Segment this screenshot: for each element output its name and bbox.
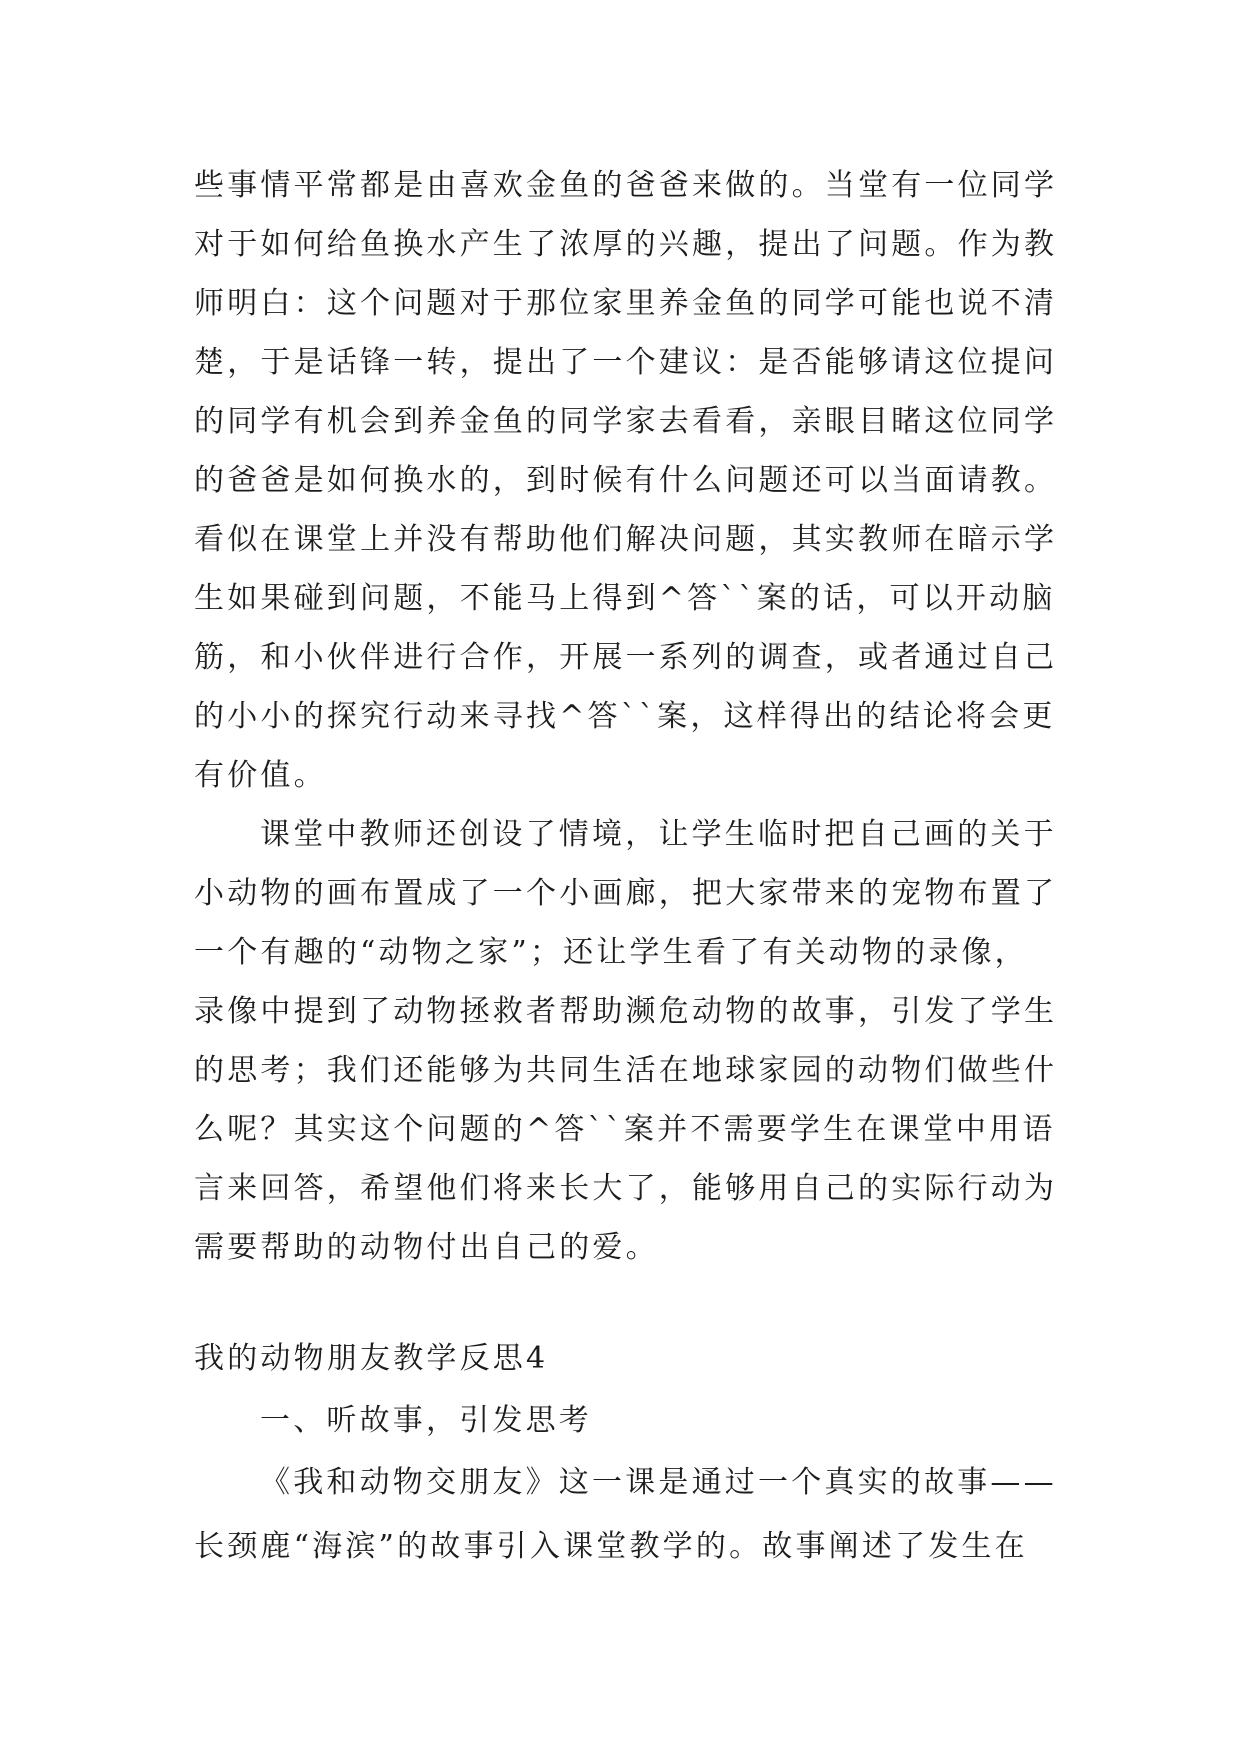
body-line: 看似在课堂上并没有帮助他们解决问题，其实教师在暗示学 (194, 522, 1058, 557)
body-line: 课堂中教师还创设了情境，让学生临时把自己画的关于 (260, 817, 1057, 852)
section-title: 我的动物朋友教学反思4 (194, 1341, 549, 1376)
body-line: 的小小的探究行动来寻找^答``案，这样得出的结论将会更 (194, 699, 1056, 734)
body-line: 需要帮助的动物付出自己的爱。 (194, 1230, 659, 1265)
body-line: 一个有趣的“动物之家”；还让学生看了有关动物的录像， (194, 935, 1028, 970)
body-line: 言来回答，希望他们将来长大了，能够用自己的实际行动为 (194, 1171, 1058, 1206)
body-line: 的思考；我们还能够为共同生活在地球家园的动物们做些什 (194, 1053, 1058, 1088)
body-line: 有价值。 (194, 758, 327, 793)
body-line: 筋，和小伙伴进行合作，开展一系列的调查，或者通过自己 (194, 640, 1058, 675)
body-line: 么呢？其实这个问题的^答``案并不需要学生在课堂中用语 (194, 1112, 1056, 1147)
body-line: 长颈鹿“海滨”的故事引入课堂教学的。故事阐述了发生在 (194, 1529, 1028, 1564)
body-line: 小动物的画布置成了一个小画廊，把大家带来的宠物布置了 (194, 876, 1058, 911)
body-line: 师明白：这个问题对于那位家里养金鱼的同学可能也说不清 (194, 286, 1058, 321)
section-subheading: 一、听故事，引发思考 (260, 1403, 592, 1438)
body-line: 些事情平常都是由喜欢金鱼的爸爸来做的。当堂有一位同学 (194, 168, 1058, 203)
body-line: 《我和动物交朋友》这一课是通过一个真实的故事—— (260, 1465, 1057, 1500)
body-line: 录像中提到了动物拯救者帮助濒危动物的故事，引发了学生 (194, 994, 1058, 1029)
body-line: 生如果碰到问题，不能马上得到^答``案的话，可以开动脑 (194, 581, 1056, 616)
body-line: 的爸爸是如何换水的，到时候有什么问题还可以当面请教。 (194, 463, 1058, 498)
body-line: 对于如何给鱼换水产生了浓厚的兴趣，提出了问题。作为教 (194, 227, 1058, 262)
body-line: 的同学有机会到养金鱼的同学家去看看，亲眼目睹这位同学 (194, 404, 1058, 439)
body-line: 楚，于是话锋一转，提出了一个建议：是否能够请这位提问 (194, 345, 1058, 380)
